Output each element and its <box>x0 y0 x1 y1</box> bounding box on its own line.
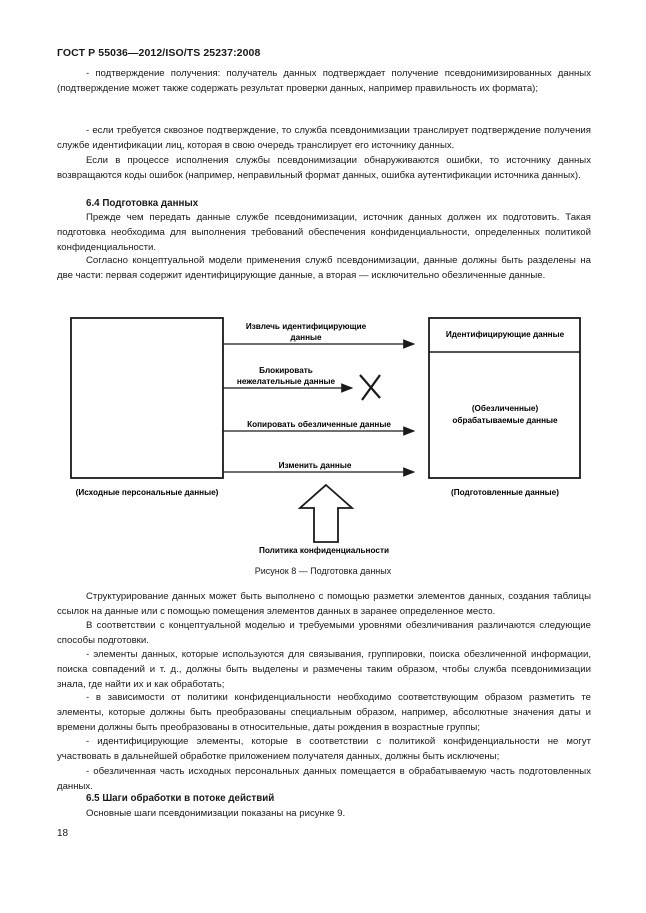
depersonalized-data-label-2: обрабатываемые данные <box>452 416 558 425</box>
prepared-data-box <box>429 318 580 478</box>
document-header: ГОСТ Р 55036—2012/ISO/TS 25237:2008 <box>57 47 261 59</box>
paragraph-text: В соответствии с концептуальной моделью и требуемыми уровнями обезличивания различаются следующие способы подготовки. <box>57 620 591 646</box>
paragraph-text: Прежде чем передать данные службе псевдонимизации, источник данных должен их подготовить. Такая подготовка необходима для выполнения требований обеспечения конфиденциальности, определенных политикой конфиденциальности. <box>57 212 591 253</box>
paragraph-text: Основные шаги псевдонимизации показаны на рисунке 9. <box>86 808 346 819</box>
paragraph <box>57 589 591 619</box>
identifying-data-label: Идентифицирующие данные <box>445 330 565 339</box>
paragraph <box>57 647 591 692</box>
source-data-label: (Исходные персональные данные) <box>75 488 219 497</box>
section-heading-6-5: 6.5 Шаги обработки в потоке действий <box>86 793 275 804</box>
arrow-block-label-1: Блокировать <box>259 366 313 375</box>
depersonalized-data-label-1: (Обезличенные) <box>471 404 539 413</box>
arrow-extract-label-1: Извлечь идентифицирующие <box>245 322 367 331</box>
arrow-extract-label-2: данные <box>290 333 322 342</box>
blocked-cross-icon <box>360 375 380 400</box>
paragraph-text: - в зависимости от политики конфиденциальности необходимо соответствующим образом разметить те элементы, которые должны быть преобразованы специальным образом, например, абсолютные значения даты и времени должны быть преобразованы в относительные, даты рождения в возрастные группы; <box>57 692 591 733</box>
arrow-block-label-2: нежелательные данные <box>236 377 336 386</box>
paragraph <box>57 618 591 648</box>
arrow-change-label: Изменить данные <box>278 461 352 470</box>
paragraph-text: - если требуется сквозное подтверждение, то служба псевдонимизации транслирует подтверждение получения службе идентификации лиц, которая в свою очередь транслирует его источнику данных. <box>57 125 591 151</box>
paragraph <box>57 806 591 821</box>
policy-label: Политика конфиденциальности <box>258 546 390 555</box>
paragraph <box>57 690 591 735</box>
paragraph <box>57 764 591 794</box>
section-heading-6-4: 6.4 Подготовка данных <box>86 198 199 209</box>
paragraph <box>57 734 591 764</box>
paragraph-text: - обезличенная часть исходных персональных данных помещается в обрабатываемую часть подготовленных данных. <box>57 766 591 792</box>
paragraph-text: - подтверждение получения: получатель данных подтверждает получение псевдонимизированных данных (подтверждение может также содержать результат проверки данных, например правильность их формата); <box>57 68 591 94</box>
paragraph-text: - элементы данных, которые используются для связывания, группировки, поиска обезличенной информации, поиска совпадений и т. д., должны быть выделены и размечены таким образом, чтобы служба псевдонимизации знала, где найти их и как обработать; <box>57 649 591 690</box>
paragraph-text: - идентифицирующие элементы, которые в соответствии с политикой конфиденциальности не могут участвовать в дальнейшей обработке приложением получателя данных, должны быть исключены; <box>57 736 591 762</box>
paragraph-text: Структурирование данных может быть выполнено с помощью разметки элементов данных, создания таблицы ссылок на данные или с помощью помещения элементов данных в заранее определенное место. <box>57 591 591 617</box>
prepared-data-label: (Подготовленные данные) <box>451 488 559 497</box>
paragraph-text: Согласно концептуальной модели применения служб псевдонимизации, данные должны быть разделены на две части: первая содержит идентифицирующие данные, а вторая — исключительно обезличенные данные. <box>57 255 591 281</box>
figure-caption: Рисунок 8 — Подготовка данных <box>254 566 392 576</box>
policy-up-arrow <box>300 485 352 542</box>
page-number: 18 <box>57 828 69 839</box>
source-data-box <box>71 318 223 478</box>
arrow-copy-label: Копировать обезличенные данные <box>247 420 391 429</box>
paragraph-text: Если в процессе исполнения службы псевдонимизации обнаруживаются ошибки, то источнику данных возвращаются коды ошибок (например, неправильный формат данных, ошибка аутентификации источника данных). <box>57 155 591 181</box>
